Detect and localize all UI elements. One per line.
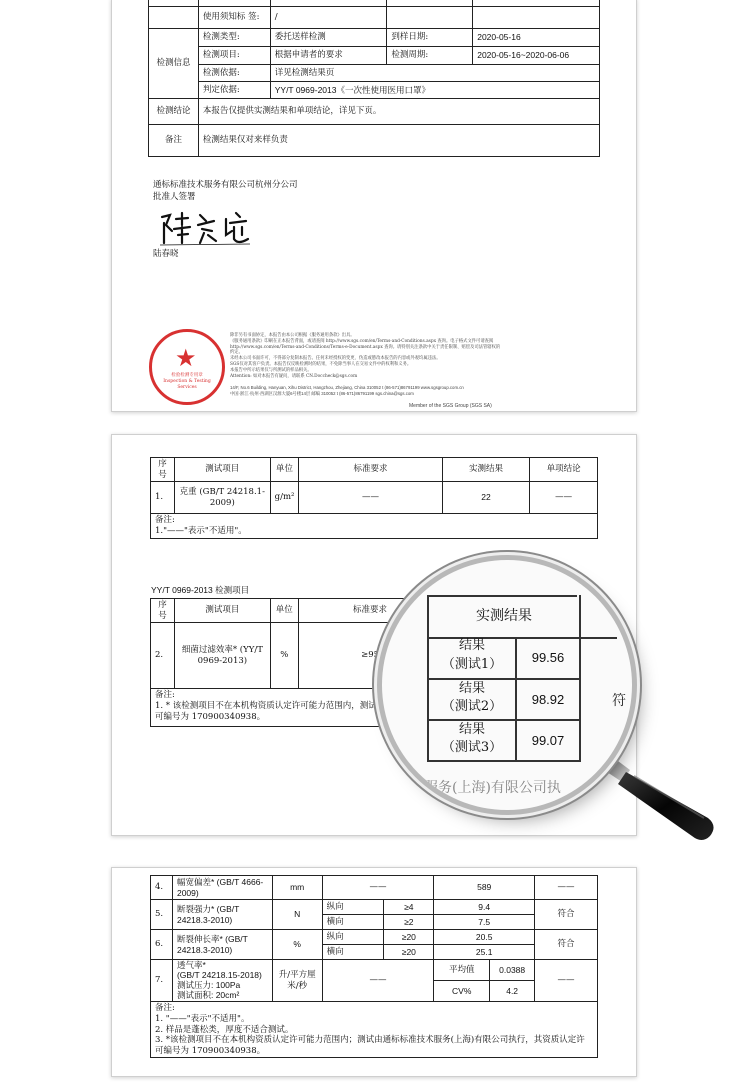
row-requirement: —— bbox=[299, 482, 442, 514]
row-requirement: ≥20 bbox=[384, 945, 434, 960]
header-unit: 单位 bbox=[270, 599, 298, 623]
row-stat-value: 0.0388 bbox=[490, 960, 535, 981]
remark-label: 备注 bbox=[149, 125, 199, 157]
fine-print-line: 《服务通用条款》印刷在正本报告背面，或请查阅 http://www.sgs.com/en/Terms-and-Conditions.aspx 查询。电子格式文件可请查阅 http://www.sgs.com/en/Terms-and-Conditions/Terms-e-Document.aspx 查询。请特别关注条款中关于责任限制、赔偿及司法管辖权的约定。 bbox=[230, 338, 501, 356]
info-key: 到样日期: bbox=[387, 29, 473, 47]
info-key: 检测周期: bbox=[387, 47, 473, 65]
report-page-bottom bbox=[111, 867, 637, 1077]
fine-print-line: 本报告中所示结果仅与所测试的样品相关。 bbox=[230, 367, 312, 373]
info-key: 检测类型: bbox=[198, 29, 270, 47]
row-result: 22 bbox=[442, 482, 530, 514]
result-sublabel: （测试1） bbox=[441, 656, 503, 672]
row-stat-value: 4.2 bbox=[490, 981, 535, 1002]
fine-print-line: 未经本公司书面许可，不得部分复制本报告。任何未经授权的变更、伪造或篡改本报告的内容或外观均属违法。 bbox=[230, 356, 441, 362]
row-stat-label: 平均值 bbox=[434, 960, 490, 981]
row-unit: N bbox=[272, 900, 322, 930]
row-no: 1. bbox=[151, 482, 175, 514]
note-line: 3. *该检测项目不在本机构资质认定许可能力范围内；测试由通标标准技术服务(上海)有限公司执行，其资质认定许可编号为 170900340938。 bbox=[155, 1035, 585, 1056]
fine-print-line: 除非另有书面协定，本报告由本公司根据《服务通用条款》出具。 bbox=[230, 333, 355, 338]
header-result: 实测结果 bbox=[442, 458, 530, 482]
note-line: 可编号为 170900340938。 bbox=[155, 711, 266, 722]
result-sublabel: （测试3） bbox=[441, 740, 503, 756]
header-no: 序号 bbox=[151, 599, 175, 623]
result-label: 结果 bbox=[458, 638, 485, 653]
row-verdict: —— bbox=[535, 960, 598, 1002]
row-item-line: 测试压力: 100Pa bbox=[176, 979, 241, 990]
remark-text: 检测结果仅对来样负责 bbox=[198, 125, 599, 157]
magnified-edge-char: 符 bbox=[612, 693, 626, 709]
result-value: 99.56 bbox=[531, 650, 565, 665]
magnifier-lens bbox=[382, 560, 632, 810]
result-sublabel: （测试2） bbox=[441, 699, 503, 715]
row-requirement: —— bbox=[322, 876, 434, 900]
row-requirement: ≥4 bbox=[384, 900, 434, 915]
row-item bbox=[172, 960, 272, 1002]
row-verdict: 符合 bbox=[535, 930, 598, 960]
results-table-1 bbox=[150, 457, 598, 539]
info-key: 判定依据: bbox=[198, 82, 270, 99]
star-icon: ★ bbox=[175, 344, 197, 372]
row-item: 细菌过滤效率* (YY/T 0969-2013) bbox=[174, 623, 270, 689]
company-name: 通标标准技术服务有限公司杭州分公司 bbox=[153, 180, 298, 190]
magnified-row bbox=[427, 680, 581, 721]
row-verdict: —— bbox=[535, 876, 598, 900]
row-requirement: ≥2 bbox=[384, 915, 434, 930]
row-unit: 升/平方厘米/秒 bbox=[272, 960, 322, 1002]
company-seal bbox=[149, 329, 225, 405]
approver-label: 批准人签署 bbox=[153, 192, 196, 202]
info-value: YY/T 0969-2013《一次性使用医用口罩》 bbox=[270, 82, 599, 99]
header-item: 测试项目 bbox=[174, 599, 270, 623]
header-item: 测试项目 bbox=[174, 458, 270, 482]
row-item-line: 测试面积: 20cm² bbox=[176, 989, 240, 1000]
row-unit: mm bbox=[272, 876, 322, 900]
row-no: 6. bbox=[151, 930, 173, 960]
row-no: 4. bbox=[151, 876, 173, 900]
usage-note-label: 使用须知标 签: bbox=[198, 7, 270, 29]
row-item-line: (GB/T 24218.15-2018) bbox=[176, 970, 262, 981]
note-line: 1. * 该检测项目不在本机构资质认定许可能力范围内，测试 bbox=[155, 700, 377, 711]
info-table bbox=[148, 0, 600, 157]
row-result: 20.5 bbox=[434, 930, 535, 945]
note-line: 1. "——"表示"不适用"。 bbox=[155, 1013, 250, 1024]
address-line: 中国·浙江·杭州·西湖区汉源大厦6号楼14层 邮编 310052 t (86-571)86791199 sgs.china@sgs.com bbox=[230, 390, 414, 396]
fine-print-line: SGS仅对其客户负责。本报告仅反映检测时的结果，不免除当事人在交易文件中的权利和义务。 bbox=[230, 361, 412, 367]
row-verdict: —— bbox=[530, 482, 598, 514]
result-label: 结果 bbox=[458, 722, 485, 737]
row-direction: 纵向 bbox=[322, 930, 384, 945]
info-value: 2020-05-16~2020-06-06 bbox=[473, 47, 600, 65]
info-value: 根据申请者的要求 bbox=[270, 47, 387, 65]
row-no: 2. bbox=[151, 623, 175, 689]
info-key: 检测项目: bbox=[198, 47, 270, 65]
report-page-top bbox=[111, 0, 637, 412]
header-requirement: 标准要求 bbox=[299, 458, 442, 482]
signature bbox=[156, 205, 252, 247]
row-item: 幅宽偏差* (GB/T 4666-2009) bbox=[172, 876, 272, 900]
info-section-label: 检测信息 bbox=[149, 29, 199, 99]
header-requirement: 标准要求 bbox=[298, 599, 442, 623]
row-item: 断裂伸长率* (GB/T 24218.3-2010) bbox=[172, 930, 272, 960]
note-label: 备注: bbox=[155, 690, 175, 701]
result-label: 结果 bbox=[458, 681, 485, 696]
magnified-table bbox=[427, 595, 632, 765]
fine-print bbox=[230, 333, 502, 379]
header-unit: 单位 bbox=[270, 458, 299, 482]
row-verdict: 符合 bbox=[535, 900, 598, 930]
info-value: 2020-05-16 bbox=[473, 29, 600, 47]
row-requirement: ≥20 bbox=[384, 930, 434, 945]
note-line: 2. 样品是蓬松类，厚度不适合测试。 bbox=[155, 1024, 294, 1035]
row-unit: % bbox=[270, 623, 298, 689]
row-result: 9.4 bbox=[434, 900, 535, 915]
seal-text: 检验检测专用章 Inspection & Testing Services bbox=[163, 373, 211, 390]
info-key: 检测依据: bbox=[198, 65, 270, 82]
row-item-line: 透气率* bbox=[176, 960, 206, 971]
row-requirement: —— bbox=[322, 960, 434, 1002]
address-line: 14/F, No.6 Building, Hanyuan, Xihu District, Hangzhou, Zhejiang, China 310052 t (86-571)86791199 www.sgsgroup.com.cn bbox=[230, 385, 464, 390]
row-direction: 横向 bbox=[322, 945, 384, 960]
header-verdict: 单项结论 bbox=[530, 458, 598, 482]
magnified-bottom-text: 服务(上海)有限公司执 bbox=[424, 780, 561, 796]
note-line: 1."——"表示"不适用"。 bbox=[155, 525, 247, 536]
row-no: 5. bbox=[151, 900, 173, 930]
row-result: 25.1 bbox=[434, 945, 535, 960]
row-stat-label: CV% bbox=[434, 981, 490, 1002]
note-label: 备注: bbox=[155, 515, 175, 526]
row-unit: g/m² bbox=[270, 482, 299, 514]
signer-name: 陆春晓 bbox=[153, 249, 179, 259]
section-title: YY/T 0969-2013 检测项目 bbox=[151, 585, 250, 595]
info-value: 委托送样检测 bbox=[270, 29, 387, 47]
row-no: 7. bbox=[151, 960, 173, 1002]
address bbox=[230, 385, 520, 397]
magnified-row bbox=[427, 637, 581, 680]
row-result: 589 bbox=[434, 876, 535, 900]
note-label: 备注: bbox=[155, 1003, 175, 1014]
result-value: 99.07 bbox=[531, 733, 565, 748]
row-direction: 纵向 bbox=[322, 900, 384, 915]
header-no: 序号 bbox=[151, 458, 175, 482]
row-item: 克重 (GB/T 24218.1-2009) bbox=[174, 482, 270, 514]
info-value: 详见检测结果页 bbox=[270, 65, 599, 82]
magnified-row bbox=[427, 721, 581, 762]
result-value: 98.92 bbox=[531, 692, 565, 707]
fine-print-line: Attention: 如对本报告有疑问，请联系 CN.Doccheck@sgs.com bbox=[230, 373, 358, 379]
row-requirement: ≥95 bbox=[298, 623, 442, 689]
member-line: Member of the SGS Group (SGS SA) bbox=[409, 403, 492, 409]
conclusion-text: 本报告仅提供实测结果和单项结论，详见下页。 bbox=[198, 99, 599, 125]
usage-note-value: / bbox=[270, 7, 387, 29]
magnified-header: 实测结果 bbox=[427, 595, 581, 639]
conclusion-label: 检测结论 bbox=[149, 99, 199, 125]
row-item: 断裂强力* (GB/T 24218.3-2010) bbox=[172, 900, 272, 930]
row-unit: % bbox=[272, 930, 322, 960]
results-table-3 bbox=[150, 875, 598, 1058]
row-result: 7.5 bbox=[434, 915, 535, 930]
row-direction: 横向 bbox=[322, 915, 384, 930]
